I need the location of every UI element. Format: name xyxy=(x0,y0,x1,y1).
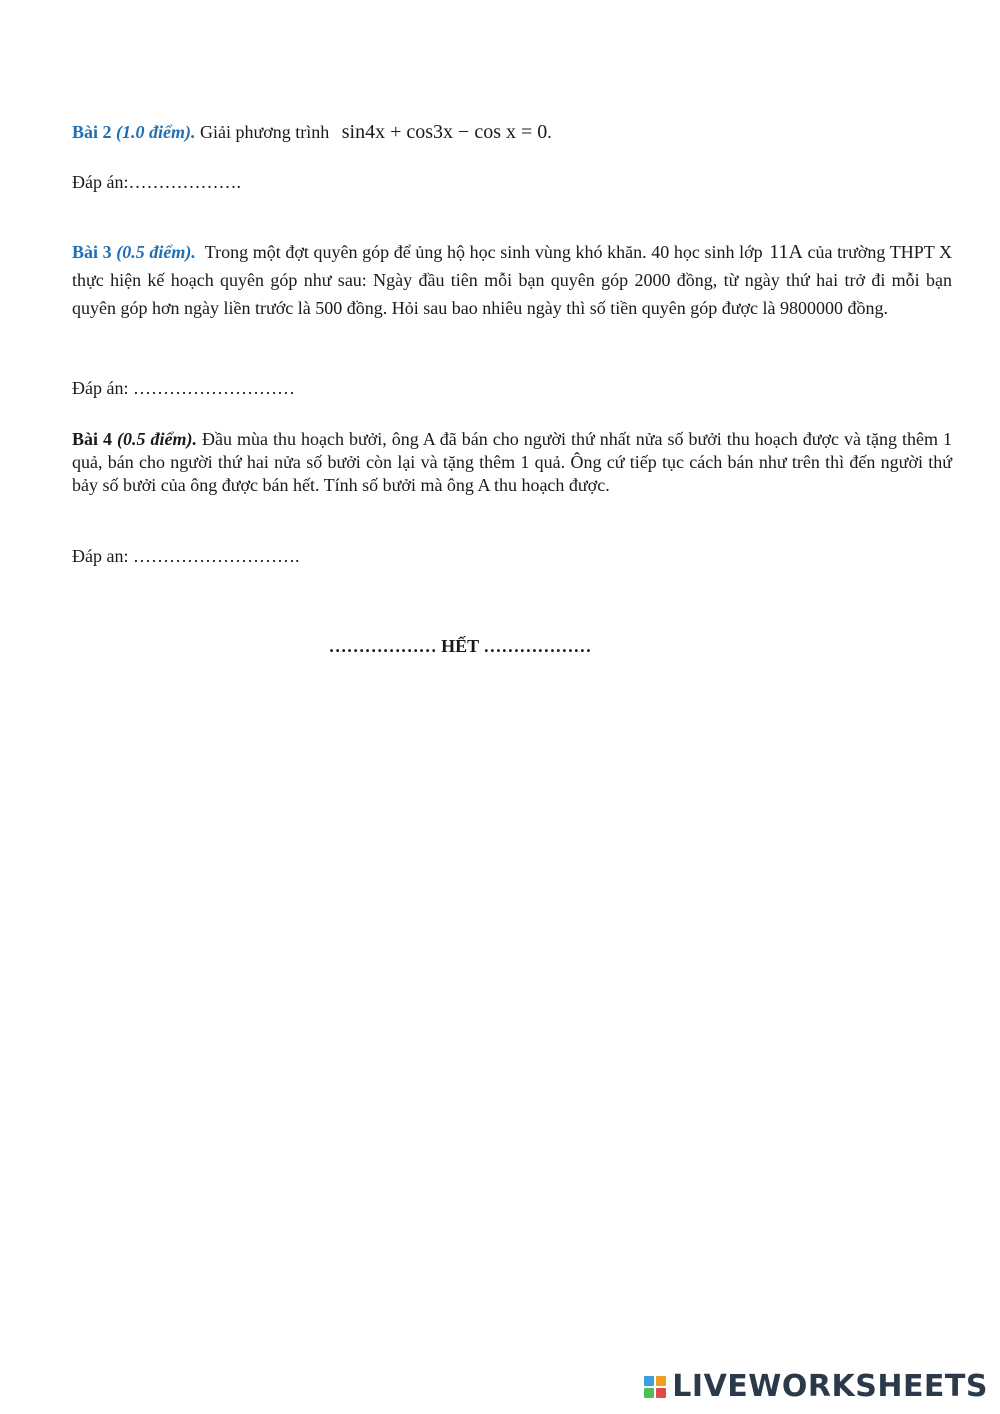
problem-4-label: Bài 4 xyxy=(72,429,113,449)
problem-3-class-name: 11A xyxy=(769,241,803,263)
problem-3-answer[interactable]: Đáp án: ……………………… xyxy=(72,378,295,398)
problem-2-equation: sin4x + cos3x − cos x = 0 xyxy=(341,121,548,143)
brand-logo-icon xyxy=(644,1376,666,1398)
problem-2-trailing: . xyxy=(547,122,552,142)
problem-2-text: Giải phương trình xyxy=(200,122,330,142)
end-marker: ……………… HẾT ……………… xyxy=(328,636,592,656)
brand-watermark xyxy=(644,1369,988,1404)
logo-square-orange xyxy=(656,1376,666,1386)
problem-3-text-before: Trong một đợt quyên góp để ủng hộ học sinh vùng khó khăn. 40 học sinh lớp xyxy=(204,242,763,262)
problem-3-label: Bài 3 xyxy=(72,242,112,262)
problem-4 xyxy=(72,428,952,497)
problem-2-answer[interactable]: Đáp án:………………. xyxy=(72,172,241,192)
problem-4-points: (0.5 điểm). xyxy=(117,429,198,449)
problem-3-points: (0.5 điểm). xyxy=(116,242,196,262)
brand-name: LIVEWORKSHEETS xyxy=(672,1369,988,1404)
problem-2-points: (1.0 điểm). xyxy=(116,122,196,142)
problem-2-label: Bài 2 xyxy=(72,122,112,142)
problem-3 xyxy=(72,238,952,322)
problem-2 xyxy=(72,118,952,146)
problem-4-answer[interactable]: Đáp an: ………………………. xyxy=(72,546,300,566)
logo-square-blue xyxy=(644,1376,654,1386)
logo-square-red xyxy=(656,1388,666,1398)
problem-4-text: Đầu mùa thu hoạch bưởi, ông A đã bán cho người thứ nhất nửa số bưởi thu hoạch được và tặng thêm 1 quả, bán cho người thứ hai nửa số bưởi còn lại và tặng thêm 1 quả. Ông cứ tiếp tục cách bán như trên thì đến người thứ bảy số bưởi của ông được bán hết. Tính số bưởi mà ông A thu hoạch được. xyxy=(72,429,953,495)
problem-3-text-after: của trường THPT X thực hiện kế hoạch quyên góp như sau: Ngày đầu tiên mỗi bạn quyên góp 2000 đồng, từ ngày thứ hai trở đi mỗi bạn quyên góp hơn ngày liền trước là 500 đồng. Hỏi sau bao nhiêu ngày thì số tiền quyên góp được là 9800000 đồng. xyxy=(72,242,953,318)
logo-square-green xyxy=(644,1388,654,1398)
